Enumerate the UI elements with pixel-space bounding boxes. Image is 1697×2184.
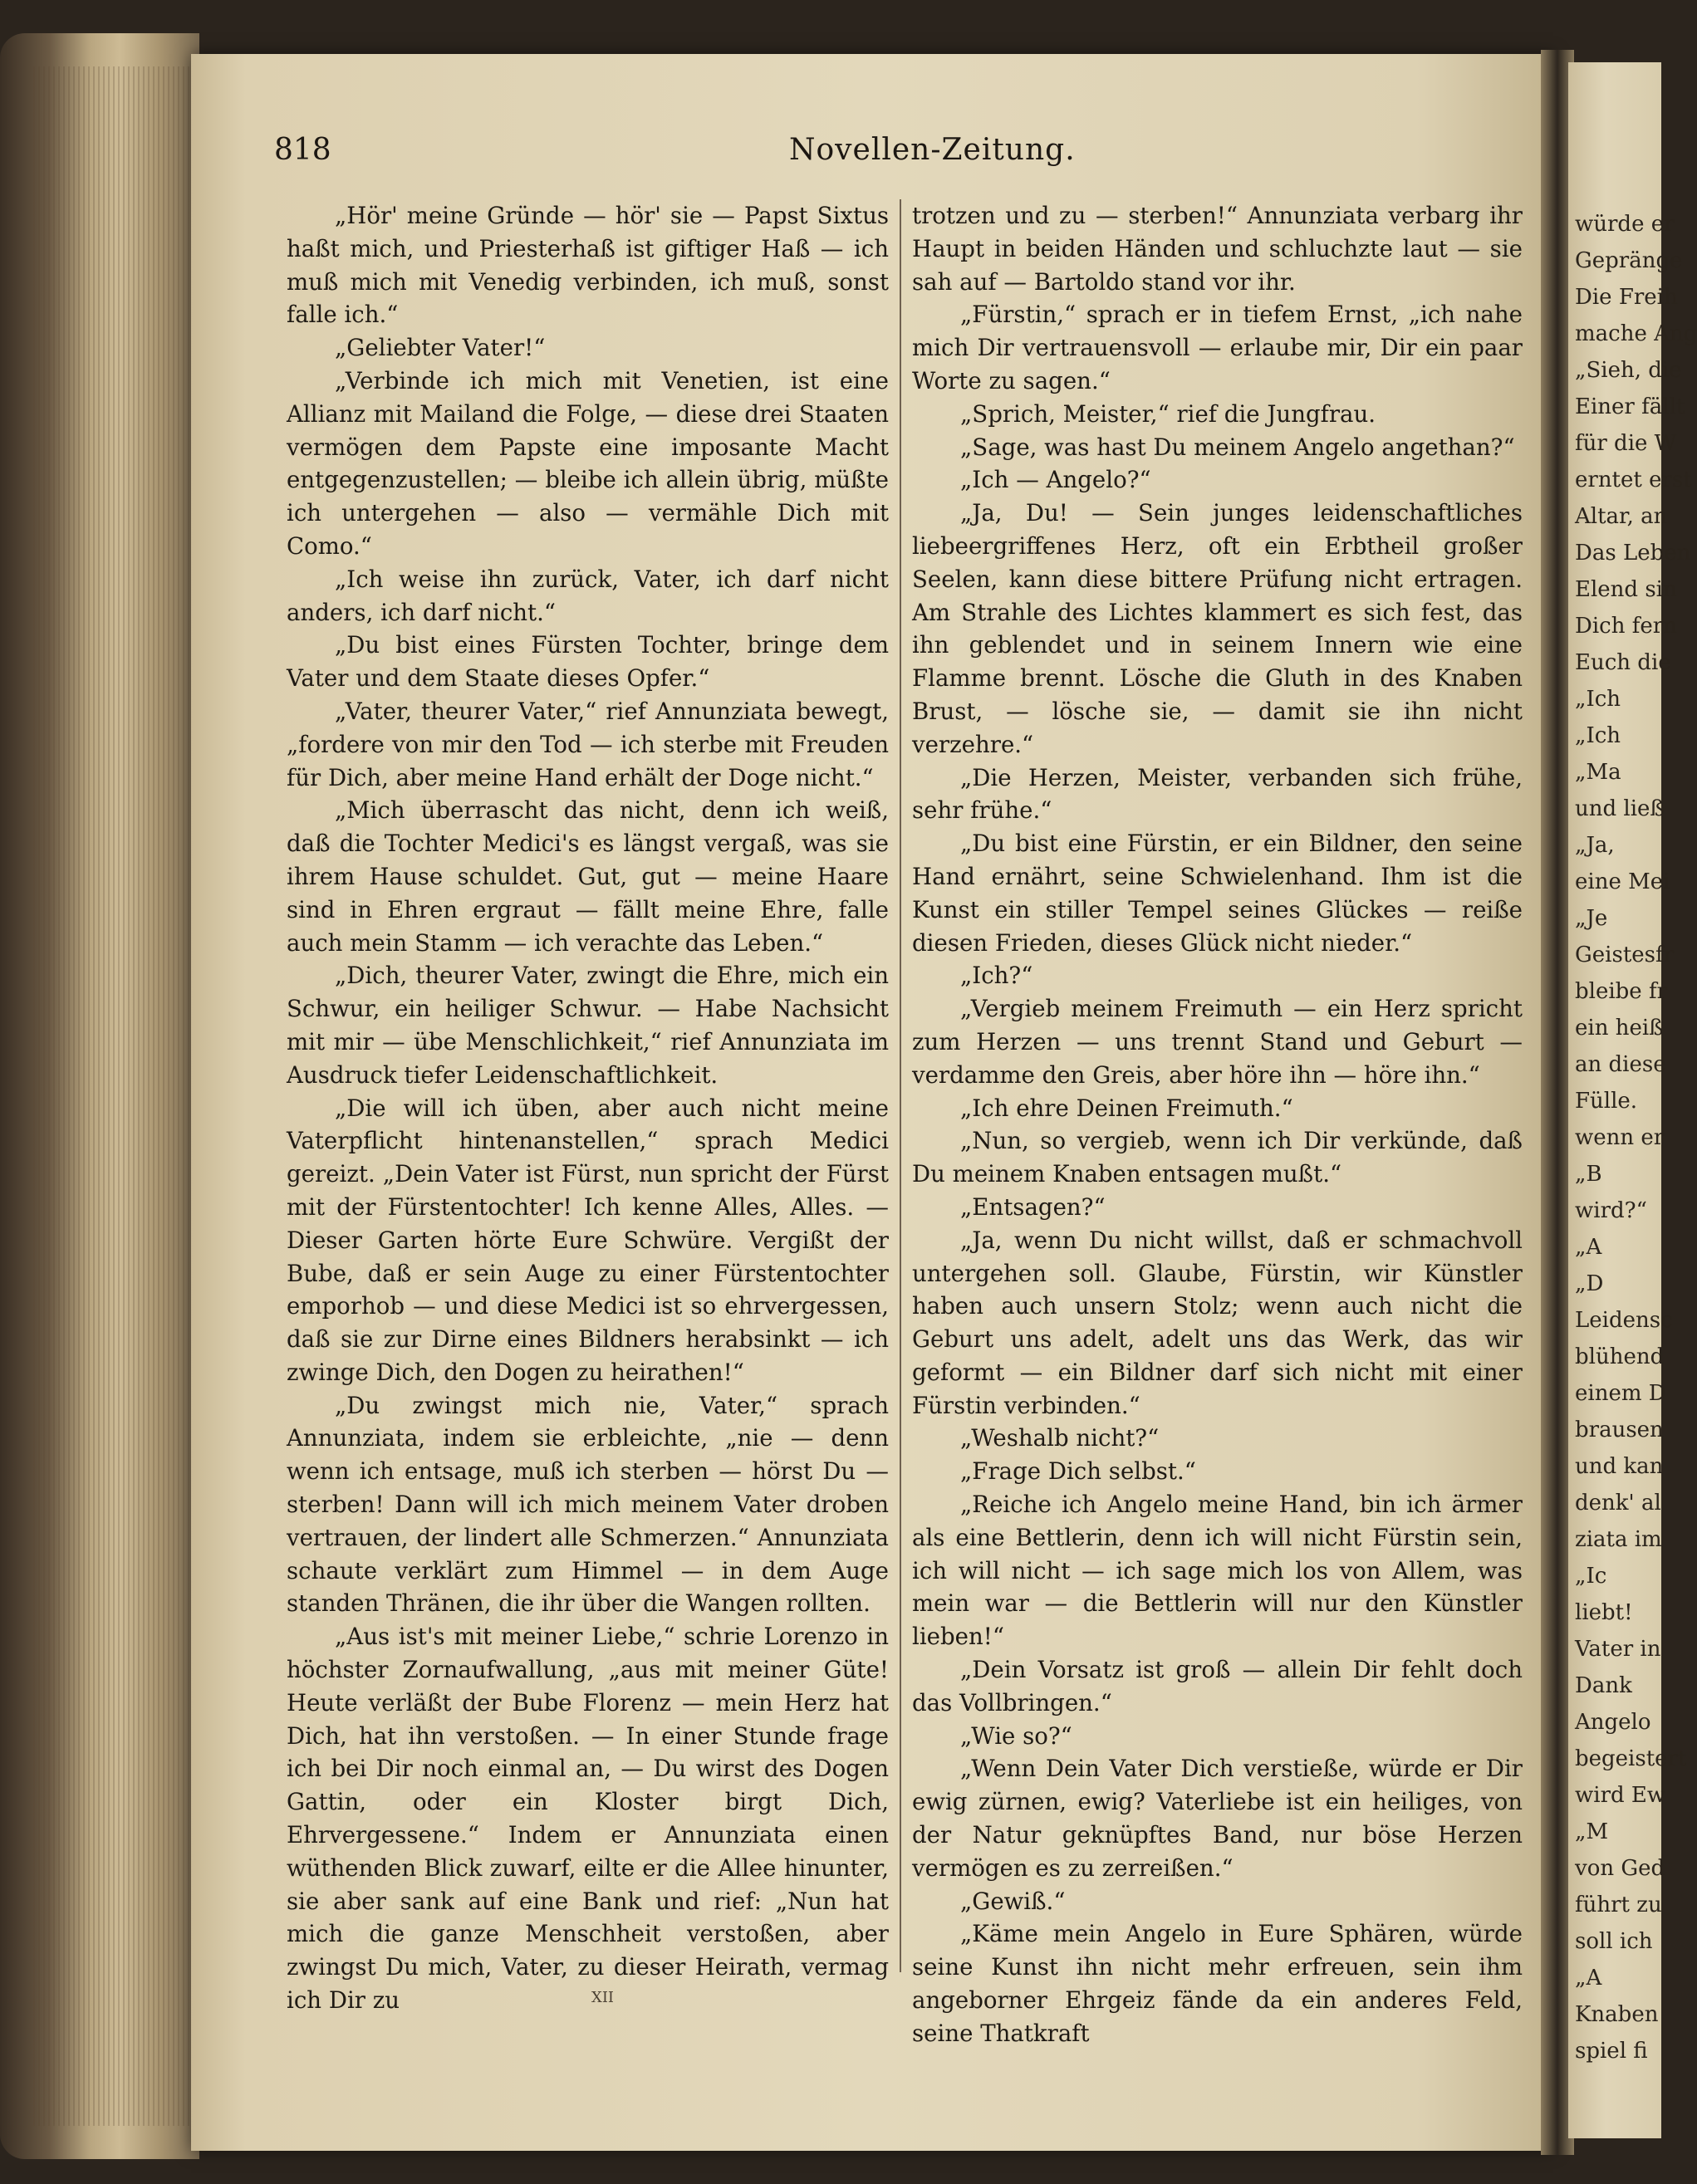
facing-page-line: „Ich (1575, 687, 1621, 712)
facing-page-line: liebt! (1575, 1600, 1633, 1625)
facing-page-line: Knaben (1575, 2002, 1659, 2027)
paragraph: „Ja, wenn Du nicht willst, daß er schmachvoll untergehen soll. Glaube, Fürstin, wir Künstler haben auch unsern Stolz; wenn auch nicht die Geburt uns adelt, adelt uns das Werk, das wir geformt — ein Bildner darf sich nicht mit einer Fürstin verbinden.“ (912, 1226, 1523, 1419)
paragraph: „Geliebter Vater!“ (335, 334, 546, 362)
facing-page-line: „Ich (1575, 723, 1621, 748)
facing-page-line: Euch die (1575, 650, 1671, 675)
paragraph: „Entsagen?“ (960, 1192, 1106, 1221)
facing-page-line: Angelo (1575, 1710, 1651, 1735)
facing-page-line: ziata im (1575, 1527, 1662, 1552)
paragraph: „Verbinde ich mich mit Venetien, ist eine Allianz mit Mailand die Folge, — diese drei Staaten vermögen dem Papste eine imposante Macht entgegenzustellen; — bleibe ich allein übrig, müßte ich untergehen — also — vermähle Dich mit Como.“ (287, 366, 889, 560)
facing-page-line: führt zu (1575, 1893, 1662, 1917)
facing-page-line: bleibe fr (1575, 979, 1668, 1004)
facing-page-line: „Je (1575, 906, 1608, 931)
paragraph: „Ich ehre Deinen Freimuth.“ (960, 1094, 1293, 1122)
facing-page-line: Geistesfr (1575, 943, 1675, 967)
paragraph: „Ich — Angelo?“ (960, 466, 1151, 494)
facing-page-line: erntet erst (1575, 468, 1692, 492)
facing-page-line: spiel fi (1575, 2039, 1648, 2064)
paragraph: „Vergieb meinem Freimuth — ein Herz spricht zum Herzen — uns trennt Stand und Geburt — verdamme den Greis, aber höre ihn — höre ihn.“ (912, 995, 1523, 1089)
facing-page-line: wird Ew (1575, 1783, 1666, 1808)
paragraph: „Aus ist's mit meiner Liebe,“ schrie Lorenzo in höchster Zornaufwallung, „aus mit meiner Güte! Heute verläßt der Bube Florenz — mein Herz hat Dich, hat ihn verstoßen. — In einer Stunde frage ich bei Dir noch einmal an, — Du wirst des Dogen Gattin, oder ein Kloster birgt Dich, Ehrvergessene.“ Indem er Annunziata einen wüthenden Blick zuwarf, eilte er die Allee hinunter, sie aber sank auf eine Bank und rief: „Nun hat mich die ganze Menschheit verstoßen, aber zwingst Du mich, Vater, zu dieser Heirath, vermag ich Dir zu (287, 1623, 889, 2015)
paragraph: „Fürstin,“ sprach er in tiefem Ernst, „ich nahe mich Dir vertrauensvoll — erlaube mir, Dir ein paar Worte zu sagen.“ (912, 301, 1523, 394)
right-text-column (912, 199, 1523, 2050)
paragraph: „Gewiß.“ (960, 1887, 1066, 1915)
facing-page-line: einem D (1575, 1381, 1666, 1406)
paragraph: „Nun, so vergieb, wenn ich Dir verkünde, daß Du meinem Knaben entsagen mußt.“ (912, 1127, 1523, 1188)
facing-page-line: „M (1575, 1819, 1609, 1844)
facing-page-line: Leidensc (1575, 1308, 1673, 1333)
paragraph: „Sprich, Meister,“ rief die Jungfrau. (960, 399, 1376, 428)
facing-page-line: wenn er (1575, 1125, 1665, 1150)
facing-page-line: an diese (1575, 1052, 1666, 1077)
paragraph: „Die Herzen, Meister, verbanden sich frühe, sehr frühe.“ (912, 763, 1523, 825)
facing-page-line: eine Mei (1575, 869, 1670, 894)
facing-page-line: „D (1575, 1271, 1604, 1296)
paragraph: „Sage, was hast Du meinem Angelo angethan?“ (960, 433, 1515, 461)
paragraph: „Dich, theurer Vater, zwingt die Ehre, mich ein Schwur, ein heiliger Schwur. — Habe Nachsicht mit mir — übe Menschlichkeit,“ rief Annunziata im Ausdruck tiefer Leidenschaftlichkeit. (287, 962, 889, 1089)
facing-page-line: Vater in (1575, 1637, 1661, 1662)
paragraph: „Reiche ich Angelo meine Hand, bin ich ärmer als eine Bettlerin, denn ich will nicht Fürstin sein, ich will nicht — ich sage mich los von Allem, was mein war — die Bettlerin will nur den Künstler lieben!“ (912, 1491, 1523, 1651)
page-number: 818 (274, 133, 331, 167)
facing-page-line: würde er (1575, 212, 1675, 237)
facing-page-line: Altar, an (1575, 504, 1668, 529)
facing-page-fragment (1568, 62, 1697, 2138)
facing-page-line: Gepränge (1575, 248, 1683, 273)
facing-page-line: für die W (1575, 431, 1677, 456)
facing-page-line: begeistert (1575, 1746, 1687, 1771)
paragraph: „Die will ich üben, aber auch nicht meine Vaterpflicht hintenanstellen,“ sprach Medici gereizt. „Dein Vater ist Fürst, nun spricht der Fürst mit der Fürstentochter! Ich kenne Alles, Alles. — Dieser Garten hörte Eure Schwüre. Vergißt der Bube, daß er sein Auge zu einer Fürstentochter emporhob — und diese Medici ist so ehrvergessen, daß sie zur Dirne eines Bildners herabsinkt — ich zwinge Dich, den Dogen zu heirathen!“ (287, 1094, 889, 1386)
facing-page-line: „A (1575, 1235, 1602, 1260)
facing-page-line: mache Ang (1575, 321, 1697, 346)
paragraph: „Vater, theurer Vater,“ rief Annunziata bewegt, „fordere von mir den Tod — ich sterbe mit Freuden für Dich, aber meine Hand erhält der Doge nicht.“ (287, 697, 889, 791)
left-text-column (287, 199, 889, 2017)
paragraph: „Wie so?“ (960, 1721, 1072, 1750)
signature-mark: XII (591, 1989, 615, 2006)
paragraph: „Dein Vorsatz ist groß — allein Dir fehlt doch das Vollbringen.“ (912, 1656, 1523, 1716)
facing-page-line: Die Freih (1575, 285, 1678, 310)
paragraph: „Du zwingst mich nie, Vater,“ sprach Annunziata, indem sie erbleichte, „nie — denn wenn ich entsage, muß ich sterben — hörst Du — sterben! Dann will ich mich meinem Vater droben vertrauen, der lindert alle Schmerzen.“ Annunziata schaute verklärt zum Himmel — in dem Auge standen Thränen, die ihr über die Wangen rollten. (287, 1391, 889, 1618)
paragraph: „Mich überrascht das nicht, denn ich weiß, daß die Tochter Medici's es längst vergaß, was sie ihrem Hause schuldet. Gut, gut — meine Haare sind in Ehren ergraut — fällt meine Ehre, falle auch mein Stamm — ich verachte das Leben.“ (287, 796, 889, 957)
paragraph: „Frage Dich selbst.“ (960, 1457, 1196, 1486)
book-page-edges (0, 33, 199, 2159)
paragraph: „Wenn Dein Vater Dich verstieße, würde er Dir ewig zürnen, ewig? Vaterliebe ist ein heiliges, von der Natur geknüpftes Band, nur böse Herzen vermögen es zu zerreißen.“ (912, 1755, 1523, 1882)
facing-page-line: „A (1575, 1966, 1602, 1991)
paragraph: „Weshalb nicht?“ (960, 1424, 1160, 1452)
paragraph: „Hör' meine Gründe — hör' sie — Papst Sixtus haßt mich, und Priesterhaß ist giftiger Haß — ich muß mich mit Venedig verbinden, ich muß, sonst falle ich.“ (287, 202, 889, 329)
facing-page-line: wird?“ (1575, 1198, 1647, 1223)
paragraph: „Ich?“ (960, 962, 1033, 990)
facing-page-line: Einer fällt (1575, 394, 1685, 419)
page-header (274, 133, 1520, 174)
facing-page-line: „Ic (1575, 1564, 1607, 1589)
facing-page-line: ein heiß (1575, 1016, 1664, 1041)
facing-page-line: Dank (1575, 1673, 1632, 1698)
facing-page-line: Dich fern (1575, 614, 1677, 639)
facing-page-line: und ließ (1575, 796, 1665, 821)
paragraph: „Du bist eine Fürstin, er ein Bildner, den seine Hand ernährt, seine Schwielenhand. Ihm ist die Kunst ein stiller Tempel seines Glückes — reiße diesen Frieden, dieses Glück nicht nieder.“ (912, 830, 1523, 957)
facing-page-line: blühend (1575, 1344, 1665, 1369)
paragraph: „Ich weise ihn zurück, Vater, ich darf nicht anders, ich darf nicht.“ (287, 565, 889, 626)
paragraph: „Käme mein Angelo in Eure Sphären, würde seine Kunst ihn nicht mehr erfreuen, sein ihm angeborner Ehrgeiz fände da ein anderes Feld, seine Thatkraft (912, 1920, 1523, 2047)
facing-page-line: „Sieh, die (1575, 358, 1682, 383)
facing-page-line: und kan (1575, 1454, 1664, 1479)
facing-page-line: soll ich (1575, 1929, 1653, 1954)
facing-page-line: brausen (1575, 1418, 1664, 1442)
facing-page-line: Elend sin (1575, 577, 1677, 602)
paragraph-continued: trotzen und zu — sterben!“ Annunziata verbarg ihr Haupt in beiden Händen und schluchzte laut — sie sah auf — Bartoldo stand vor ihr. (912, 202, 1523, 296)
facing-page-line: Das Leben (1575, 541, 1691, 566)
paragraph: „Ja, Du! — Sein junges leidenschaftliches liebeergriffenes Herz, oft ein Erbtheil großer Seelen, kann diese bittere Prüfung nicht ertragen. Am Strahle des Lichtes klammert es sich fest, das ihn geblendet und in seinem Innern wie eine Flamme brennt. Lösche die Gluth in des Knaben Brust, — lösche sie, — damit sie ihn nicht verzehre.“ (912, 499, 1523, 758)
facing-page-line: „Ja, (1575, 833, 1615, 858)
facing-page-line: Fülle. (1575, 1089, 1638, 1114)
column-divider (900, 199, 901, 1972)
running-title: Novellen-Zeitung. (789, 133, 1076, 167)
facing-page-line: denk' al (1575, 1491, 1661, 1516)
facing-page-line: von Ged (1575, 1856, 1665, 1881)
facing-page-line: „Ma (1575, 760, 1621, 785)
facing-page-line: „B (1575, 1162, 1602, 1187)
paragraph: „Du bist eines Fürsten Tochter, bringe dem Vater und dem Staate dieses Opfer.“ (287, 631, 889, 693)
